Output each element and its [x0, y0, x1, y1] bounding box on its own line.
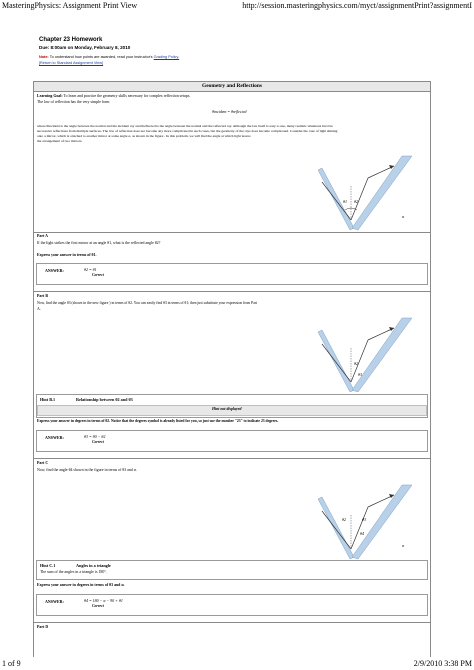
answer-label: ANSWER: [45, 435, 64, 440]
part-a-label: Part A [37, 234, 48, 238]
label-theta3: θ3 [362, 517, 366, 522]
part-c-instruction: Express your answer in degrees in terms of θ3 and α. [37, 583, 125, 587]
part-a-answer-box[interactable] [36, 263, 428, 285]
learning-goal-text: To learn and practice the geometry skills necessary for complex reflection setups. [63, 94, 191, 98]
mirror-figure-3 [316, 477, 426, 561]
label-theta2: θ2 [342, 517, 346, 522]
part-a-question: If the light strikes the first mirror at an angle θ1, what is the reflected angle θ2? [37, 241, 161, 245]
grading-note [39, 55, 439, 59]
part-b-question-1: Now, find the angle θ3 (shown in the new figure ) in terms of θ2. You can easily find θ3 in terms of θ1; then just substitute your expression from Part [37, 301, 258, 305]
answer-label: ANSWER: [45, 268, 64, 273]
body-line-4: the arrangement of two mirrors. [37, 139, 83, 143]
page-indicator: 1 of 9 [2, 659, 21, 668]
grading-policy-link[interactable]: Grading Policy. [153, 55, 180, 59]
incident-ray [322, 344, 351, 382]
note-text: To understand how points are awarded, read your instructor's [49, 55, 153, 59]
part-c-question: Now, find the angle θ4 shown in the figure in terms of θ3 and α. [37, 468, 137, 472]
tab-title: MasteringPhysics: Assignment Print View [2, 1, 138, 10]
assignment-meta [39, 37, 439, 65]
part-c-label: Part C [37, 461, 49, 465]
due-date: Due: 8:00am on Monday, February 8, 2010 [39, 45, 131, 50]
body-line-3: onto a mirror, which is attached to another mirror at some angle α, as shown in the figure . In this problem, we will find the angle at which light leaves [37, 134, 251, 138]
page-url[interactable]: http://session.masteringphysics.com/myct/assignmentPrint?assignmentI [242, 1, 472, 10]
part-b-label: Part B [37, 294, 48, 298]
hint-b1-label: Hint B.1 [40, 397, 56, 402]
print-datetime: 2/9/2010 3:38 PM [413, 659, 472, 668]
part-d-label: Part D [37, 625, 49, 629]
label-alpha: α [402, 214, 405, 219]
label-alpha: α [402, 543, 405, 548]
mirror-figure-2 [316, 310, 426, 394]
intro-text: The law of reflection has the very simple form [37, 100, 110, 104]
part-b-instruction: Express your answer in degrees in terms of θ2. Notice that the degrees symbol is already listed for you, so just use the number "23" to indicate 23 degrees. [37, 419, 279, 423]
part-a-instruction: Express your answer in terms of θ1. [37, 253, 97, 257]
hint-b1-status: Hint not displayed [212, 407, 242, 411]
mirror-left [318, 168, 354, 230]
hint-b1-title[interactable]: Relationship between θ2 and θ3 [76, 397, 133, 402]
incident-ray [322, 511, 351, 549]
part-b-question-2: A. [37, 307, 41, 311]
label-theta1: θ1 [343, 199, 347, 204]
note-label: Note: [39, 55, 49, 59]
body-line-1: where θincident is the angle between the normal and the incident ray and θreflected is the angle between the normal and the reflected ray. Although the law itself is easy to use, many realistic situations involve [37, 124, 333, 128]
part-a-answer: θ2 = θ1 [84, 267, 97, 272]
part-b-answer: θ3 = 90 − θ2 [84, 434, 106, 439]
learning-goal [37, 94, 190, 99]
learning-goal-label: Learning Goal: [37, 94, 63, 98]
mirror-left [318, 497, 354, 559]
part-a-status: Correct [92, 273, 104, 277]
label-theta3: θ3 [358, 372, 362, 377]
hint-c1-text: The sum of the angles in a triangle is 180°. [40, 570, 107, 574]
part-c-answer: θ4 = 180 − α − 90 + θ1 [84, 598, 123, 603]
body-line-2: successive reflections from multiple surfaces. The law of reflection does not become any more complicated in such cases, but the geometry of the rays does become complicated. Consider the case of light shining [37, 129, 338, 133]
hint-c1-title[interactable]: Angles in a triangle [76, 563, 111, 568]
mirror-left [318, 330, 354, 392]
print-footer [0, 658, 474, 670]
part-b-status: Correct [92, 440, 104, 444]
mirror-figure-1 [316, 148, 426, 232]
print-header [0, 0, 474, 12]
part-c-answer-box[interactable] [36, 594, 428, 616]
part-b-answer-box[interactable] [36, 430, 428, 452]
answer-label: ANSWER: [45, 599, 64, 604]
assignment-title: Chapter 23 Homework [39, 37, 103, 43]
label-theta2: θ2 [354, 199, 358, 204]
reflection-equation: θincident = θreflected [212, 110, 247, 114]
hint-c1-label: Hint C.1 [40, 563, 56, 568]
label-theta2: θ2 [354, 361, 358, 366]
problem-title: Geometry and Reflections [33, 81, 431, 92]
label-theta4: θ4 [360, 531, 364, 536]
part-c-status: Correct [92, 604, 104, 608]
mirror-right [352, 318, 412, 392]
return-link[interactable]: [Return to Standard Assignment View] [39, 61, 104, 65]
part-d-box [33, 622, 431, 657]
